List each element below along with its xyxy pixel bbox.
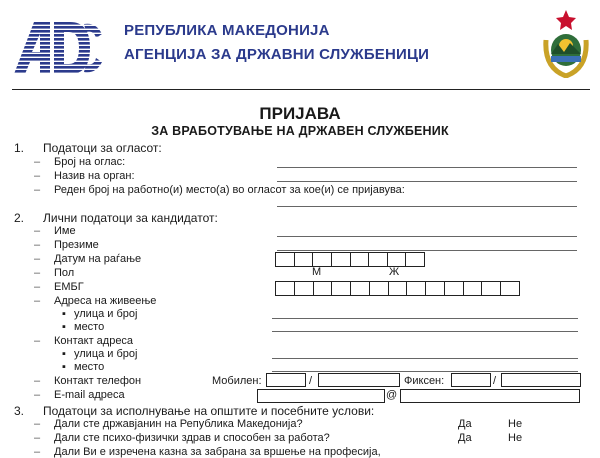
section-3-number: 3.: [14, 404, 25, 418]
citizen-yes-option[interactable]: Да: [458, 418, 472, 430]
home-street-label: улица и број: [74, 308, 138, 320]
bullet: ▪: [62, 308, 66, 320]
first-name-label: Име: [54, 225, 76, 237]
position-number-field[interactable]: [277, 206, 577, 207]
contact-street-label: улица и број: [74, 348, 138, 360]
health-question: Дали сте психо-физички здрав и способен за работа?: [54, 432, 330, 444]
embg-label: ЕМБГ: [54, 281, 84, 293]
embg-field[interactable]: [275, 281, 520, 296]
citizen-no-option[interactable]: Не: [508, 418, 523, 430]
health-yes-option[interactable]: Да: [458, 432, 472, 444]
fixed-number-field[interactable]: [501, 373, 581, 387]
at-symbol: @: [386, 389, 398, 401]
dash-bullet: –: [34, 335, 41, 347]
coat-of-arms-icon: [540, 10, 592, 78]
dash-bullet: –: [34, 446, 41, 458]
contact-place-label: место: [74, 361, 105, 373]
section-1-title: Податоци за огласот:: [43, 141, 162, 155]
email-label: E-mail адреса: [54, 389, 125, 401]
dash-bullet: –: [34, 253, 41, 265]
contact-place-field[interactable]: [272, 371, 578, 372]
dash-bullet: –: [34, 225, 41, 237]
ads-logo-icon: [12, 18, 104, 76]
header-divider: [12, 89, 590, 90]
form-title: ПРИЈАВА: [259, 104, 341, 123]
email-user-field[interactable]: [257, 389, 385, 403]
bullet: ▪: [62, 348, 66, 360]
organ-name-label: Назив на орган:: [54, 170, 135, 182]
section-3-title: Податоци за исполнување на општите и посебните услови:: [43, 404, 375, 418]
dash-bullet: –: [34, 156, 41, 168]
section-2-number: 2.: [14, 211, 25, 225]
date-of-birth-field[interactable]: [275, 252, 425, 267]
home-street-field[interactable]: [272, 318, 578, 319]
surname-label: Презиме: [54, 239, 99, 251]
dash-bullet: –: [34, 389, 41, 401]
form-subtitle: ЗА ВРАБОТУВАЊЕ НА ДРЖАВЕН СЛУЖБЕНИК: [151, 124, 449, 138]
dash-bullet: –: [34, 267, 41, 279]
mobile-number-field[interactable]: [318, 373, 400, 387]
bullet: ▪: [62, 361, 66, 373]
section-2-title: Лични податоци за кандидатот:: [43, 211, 218, 225]
mobile-prefix-field[interactable]: [266, 373, 306, 387]
dash-bullet: –: [34, 418, 41, 430]
slash-separator: /: [493, 375, 497, 387]
fixed-prefix-field[interactable]: [451, 373, 491, 387]
bullet: ▪: [62, 321, 66, 333]
contact-address-label: Контакт адреса: [54, 335, 134, 347]
dash-bullet: –: [34, 239, 41, 251]
gender-label: Пол: [54, 267, 75, 279]
dash-bullet: –: [34, 281, 41, 293]
email-domain-field[interactable]: [400, 389, 580, 403]
home-place-field[interactable]: [272, 331, 578, 332]
org-line-2: АГЕНЦИЈА ЗА ДРЖАВНИ СЛУЖБЕНИЦИ: [124, 46, 430, 63]
gender-female-option[interactable]: Ж: [389, 266, 400, 278]
ad-number-label: Број на оглас:: [54, 156, 126, 168]
section-1-number: 1.: [14, 141, 25, 155]
ad-number-field[interactable]: [277, 167, 577, 168]
first-name-field[interactable]: [277, 236, 577, 237]
dash-bullet: –: [34, 184, 41, 196]
slash-separator: /: [309, 375, 313, 387]
contact-phone-label: Контакт телефон: [54, 375, 142, 387]
date-of-birth-label: Датум на раѓање: [54, 253, 142, 265]
dash-bullet: –: [34, 170, 41, 182]
dash-bullet: –: [34, 432, 41, 444]
contact-street-field[interactable]: [272, 358, 578, 359]
citizen-question: Дали сте државјанин на Република Македонија?: [54, 418, 303, 430]
health-no-option[interactable]: Не: [508, 432, 523, 444]
surname-field[interactable]: [277, 250, 577, 251]
org-line-1: РЕПУБЛИКА МАКЕДОНИЈА: [124, 22, 330, 39]
fixed-label: Фиксен:: [404, 375, 445, 387]
home-address-label: Адреса на живеење: [54, 295, 157, 307]
position-number-label: Реден број на работно(и) место(а) во огласот за кое(и) се пријавува:: [54, 184, 405, 196]
profession-ban-question: Дали Ви е изречена казна за забрана за вршење на професија,: [54, 446, 381, 458]
mobile-label: Мобилен:: [212, 375, 262, 387]
organ-name-field[interactable]: [277, 181, 577, 182]
dash-bullet: –: [34, 295, 41, 307]
dash-bullet: –: [34, 375, 41, 387]
gender-male-option[interactable]: М: [312, 266, 322, 278]
home-place-label: место: [74, 321, 105, 333]
